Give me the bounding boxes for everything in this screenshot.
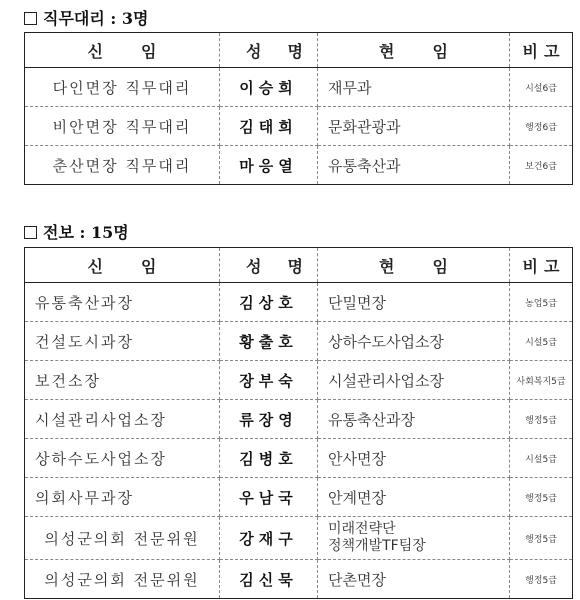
person-name: 장부숙	[220, 361, 318, 400]
person-name: 김상호	[220, 283, 318, 322]
table-row	[25, 478, 573, 517]
person-name: 강재구	[220, 517, 318, 560]
person-name: 김병호	[220, 439, 318, 478]
new-post: 건설도시과장	[25, 322, 220, 361]
current-post-line: 미래전략단	[328, 521, 396, 537]
current-post: 문화관광과	[318, 107, 510, 146]
section-title-transfer	[24, 220, 129, 243]
current-post: 단촌면장	[318, 560, 510, 599]
header-new-post: 신임	[25, 248, 220, 283]
table-row	[25, 560, 573, 599]
new-post: 의성군의회 전문위원	[25, 517, 220, 560]
acting-table	[24, 32, 573, 185]
person-name: 우남국	[220, 478, 318, 517]
transfer-table	[24, 247, 573, 599]
table-row	[25, 146, 573, 185]
table-row	[25, 439, 573, 478]
current-post: 재무과	[318, 68, 510, 107]
grade-note: 행정5급	[510, 400, 573, 439]
checkbox-icon	[24, 226, 37, 239]
current-post: 유통축산과장	[318, 400, 510, 439]
grade-note: 행정6급	[510, 107, 573, 146]
grade-note: 시설6급	[510, 68, 573, 107]
table-header-row	[25, 248, 573, 283]
person-name: 황출호	[220, 322, 318, 361]
checkbox-icon	[24, 12, 37, 25]
new-post: 상하수도사업소장	[25, 439, 220, 478]
person-name: 류장영	[220, 400, 318, 439]
table-row	[25, 517, 573, 560]
header-name: 성명	[220, 248, 318, 283]
new-post: 춘산면장 직무대리	[25, 146, 220, 185]
person-name: 김신묵	[220, 560, 318, 599]
grade-note: 행정5급	[510, 517, 573, 560]
header-name: 성명	[220, 33, 318, 68]
section-title-text: 직무대리 : 3명	[43, 9, 149, 28]
grade-note: 시설5급	[510, 322, 573, 361]
new-post: 의성군의회 전문위원	[25, 560, 220, 599]
new-post: 의회사무과장	[25, 478, 220, 517]
grade-note: 사회복지5급	[510, 361, 573, 400]
table-row	[25, 322, 573, 361]
table-header-row	[25, 33, 573, 68]
header-current-post: 현임	[318, 248, 510, 283]
current-post: 안계면장	[318, 478, 510, 517]
section-title-acting	[24, 6, 148, 29]
new-post: 시설관리사업소장	[25, 400, 220, 439]
new-post: 비안면장 직무대리	[25, 107, 220, 146]
current-post	[318, 517, 510, 560]
current-post: 상하수도사업소장	[318, 322, 510, 361]
table-row	[25, 68, 573, 107]
person-name: 이승희	[220, 68, 318, 107]
grade-note: 행정5급	[510, 478, 573, 517]
grade-note: 농업5급	[510, 283, 573, 322]
header-note: 비고	[510, 33, 573, 68]
section-title-text: 전보 : 15명	[43, 223, 129, 242]
header-current-post: 현임	[318, 33, 510, 68]
current-post: 안사면장	[318, 439, 510, 478]
header-new-post: 신임	[25, 33, 220, 68]
person-name: 김태희	[220, 107, 318, 146]
current-post: 유통축산과	[318, 146, 510, 185]
table-row	[25, 361, 573, 400]
grade-note: 행정5급	[510, 560, 573, 599]
current-post-line: 정책개발TF팀장	[328, 538, 426, 554]
table-row	[25, 400, 573, 439]
new-post: 보건소장	[25, 361, 220, 400]
grade-note: 보건6급	[510, 146, 573, 185]
current-post: 시설관리사업소장	[318, 361, 510, 400]
current-post: 단밀면장	[318, 283, 510, 322]
table-row	[25, 283, 573, 322]
header-note: 비고	[510, 248, 573, 283]
table-row	[25, 107, 573, 146]
person-name: 마응열	[220, 146, 318, 185]
new-post: 유통축산과장	[25, 283, 220, 322]
new-post: 다인면장 직무대리	[25, 68, 220, 107]
grade-note: 시설5급	[510, 439, 573, 478]
